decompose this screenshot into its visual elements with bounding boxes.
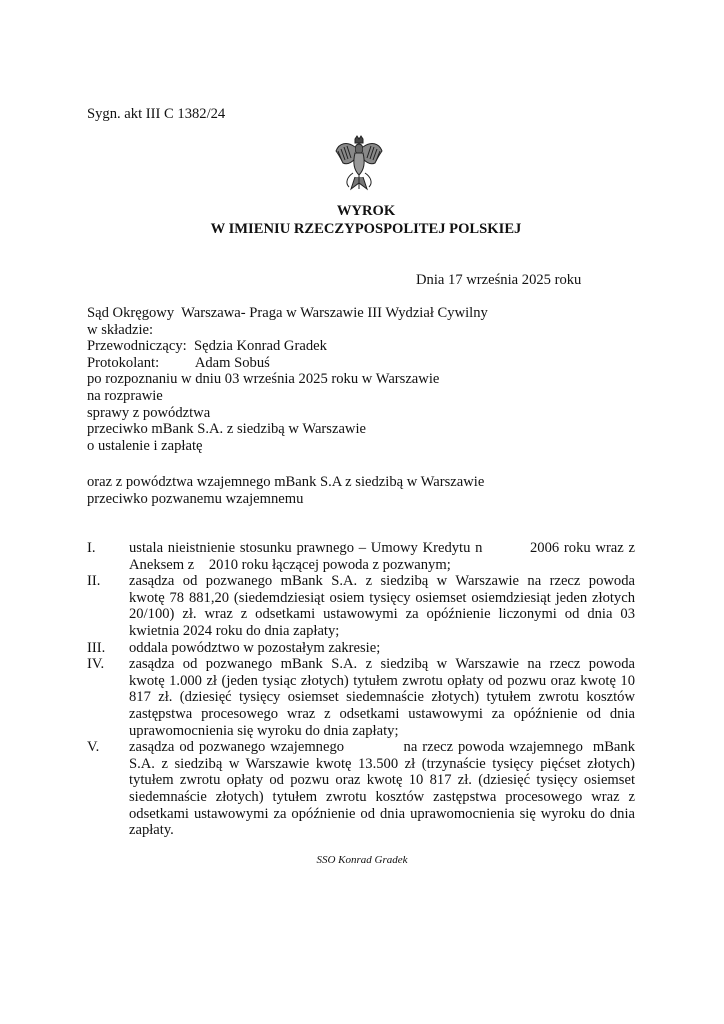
counterclaim-block	[87, 474, 484, 507]
verdict-item-number: V.	[87, 739, 100, 756]
verdict-item	[87, 640, 635, 657]
verdict-item-text: zasądza od pozwanego wzajemnego na rzecz powoda wzajemnego mBank S.A. z siedzibą w Warszawie kwotę 13.500 zł (trzynaście tysięcy pięćset złotych) tytułem zwrotu opłaty od pozwu oraz kwotę 10 817 zł. (dziesięć tysięcy osiemset siedemnaście złotych) tytułem zwrotu kosztów zastępstwa procesowego wraz z odsetkami ustawowymi za opóźnienie od dnia uprawomocnienia się wyroku do dnia zapłaty.	[129, 739, 639, 839]
verdict-list	[87, 540, 661, 839]
verdict-item-number: III.	[87, 639, 106, 656]
verdict-item-number: IV.	[87, 656, 105, 673]
court-line: Przewodniczący: Sędzia Konrad Gradek	[87, 338, 327, 355]
document-title: WYROK	[336, 203, 396, 219]
court-line: po rozpoznaniu w dniu 03 września 2025 roku w Warszawie	[87, 371, 440, 388]
court-line: w składzie:	[87, 321, 154, 338]
verdict-item-text: zasądza od pozwanego mBank S.A. z siedzibą w Warszawie na rzecz powoda kwotę 1.000 zł (jeden tysiąc złotych) tytułem zwrotu opłaty od pozwu oraz kwotę 10 817 zł. (dziesięć tysięcy osiemset siedemnaście złotych) tytułem zwrotu kosztów zastępstwa procesowego wraz z odsetkami ustawowymi za opóźnienie od dnia uprawomocnienia się wyroku do dnia zapłaty;	[129, 656, 661, 739]
court-line: Protokolant: Adam Sobuś	[87, 354, 270, 371]
counterclaim-line: oraz z powództwa wzajemnego mBank S.A z siedzibą w Warszawie	[87, 474, 485, 490]
polish-eagle-emblem-icon	[333, 133, 385, 193]
verdict-item	[87, 540, 638, 573]
document-subtitle: W IMIENIU RZECZYPOSPOLITEJ POLSKIEJ	[210, 221, 522, 237]
judge-signature: SSO Konrad Gradek	[316, 854, 408, 866]
court-line: przeciwko mBank S.A. z siedzibą w Warszawie	[87, 421, 366, 438]
court-line: o ustalenie i zapłatę	[87, 437, 203, 454]
court-line: sprawy z powództwa	[87, 404, 211, 421]
verdict-item-number: I.	[87, 540, 96, 556]
judgment-date: Dnia 17 września 2025 roku	[416, 272, 582, 288]
verdict-item-text: oddala powództwo w pozostałym zakresie;	[129, 639, 381, 656]
court-composition-block	[87, 305, 488, 454]
court-line: na rozprawie	[87, 387, 163, 404]
verdict-item	[87, 573, 661, 639]
court-line: Sąd Okręgowy Warszawa- Praga w Warszawie III Wydział Cywilny	[87, 305, 488, 321]
verdict-item-text: ustala nieistnienie stosunku prawnego – Umowy Kredytu n 2006 roku wraz z Aneksem z 2010 roku łączącej powoda z pozwanym;	[129, 540, 638, 573]
case-signature: Sygn. akt III C 1382/24	[87, 106, 226, 122]
verdict-item	[87, 739, 639, 839]
counterclaim-line: przeciwko pozwanemu wzajemnemu	[87, 490, 304, 507]
verdict-item	[87, 656, 661, 739]
verdict-item-text: zasądza od pozwanego mBank S.A. z siedzibą w Warszawie na rzecz powoda kwotę 78 881,20 (siedemdziesiąt osiem tysięcy osiemset osiemdziesiąt jeden złotych 20/100) zł. wraz z odsetkami ustawowymi za opóźnienie liczonymi od dnia 03 kwietnia 2024 roku do dnia zapłaty;	[129, 573, 661, 639]
verdict-item-number: II.	[87, 573, 101, 590]
